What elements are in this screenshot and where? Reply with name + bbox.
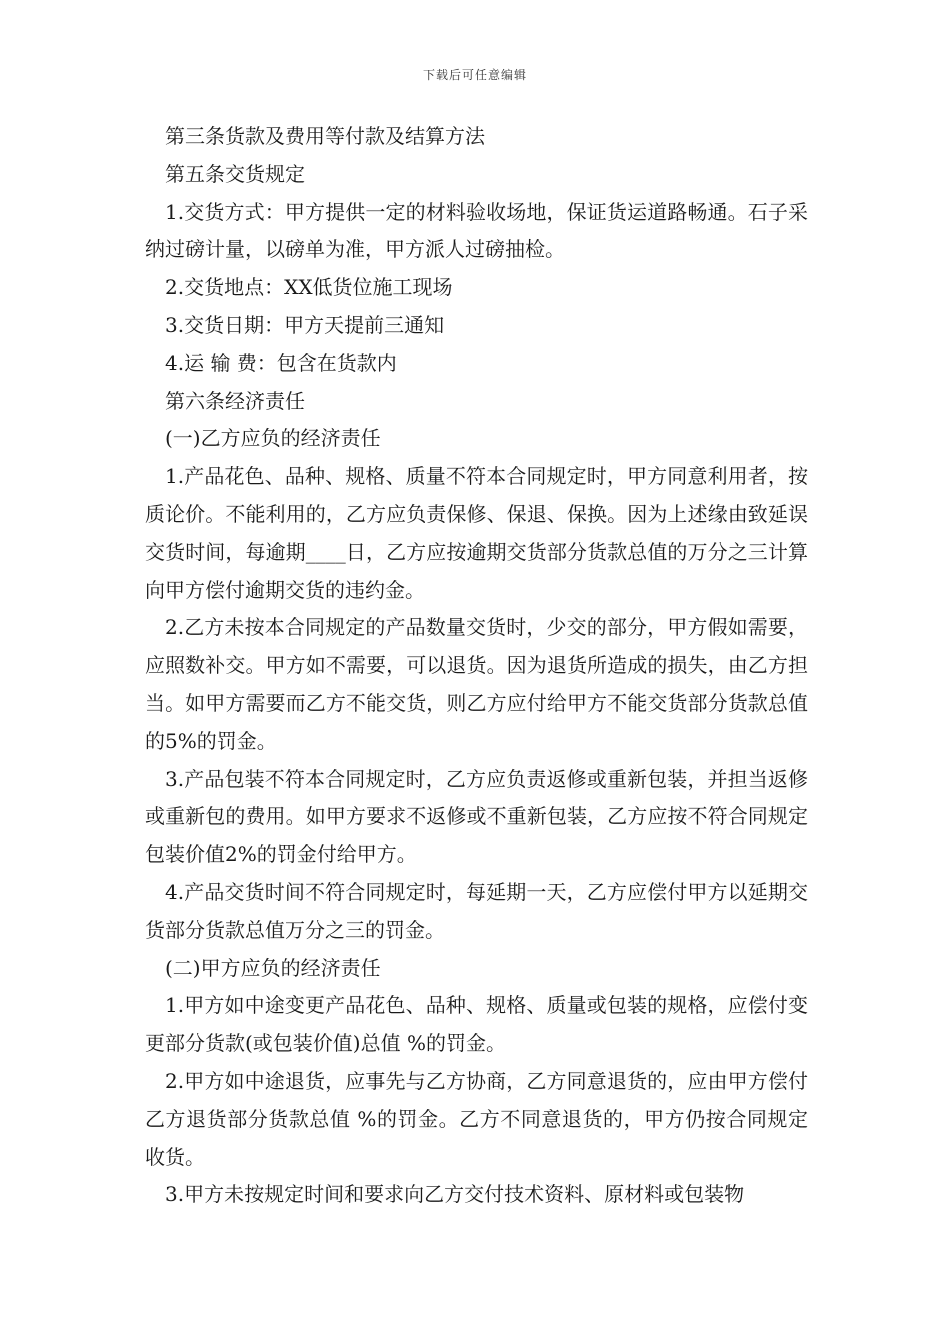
document-body [145,118,808,1214]
clause-delivery-date: 3.交货日期：甲方天提前三通知 [165,312,445,337]
clause-party-a-return: 2.甲方如中途退货，应事先与乙方协商，乙方同意退货的，应由甲方偿付乙方退货部分货款总值 %的罚金。乙方不同意退货的，甲方仍按合同规定收货。 [145,1068,808,1169]
clause-party-b-quantity: 2.乙方未按本合同规定的产品数量交货时，少交的部分，甲方假如需要，应照数补交。甲方如不需要，可以退货。因为退货所造成的损失，由乙方担当。如甲方需要而乙方不能交货，则乙方应付给甲方不能交货部分货款总值的5%的罚金。 [145,615,808,753]
page-header: 下载后可任意编辑 [422,68,527,82]
subsection-heading-party-a: (二)甲方应负的经济责任 [165,955,381,980]
clause-party-b-quality: 1.产品花色、品种、规格、质量不符本合同规定时，甲方同意利用者，按质论价。不能利用的，乙方应负责保修、保退、保换。因为上述缘由致延误交货时间，每逾期____日，乙方应按逾期交货部分货款总值的万分之三计算向甲方偿付逾期交货的违约金。 [145,464,808,602]
clause-party-b-packaging: 3.产品包装不符本合同规定时，乙方应负责返修或重新包装，并担当返修或重新包的费用。如甲方要求不返修或不重新包装，乙方应按不符合同规定包装价值2%的罚金付给甲方。 [145,766,808,867]
clause-delivery-location: 2.交货地点：XX低货位施工现场 [165,275,453,300]
clause-transport-fee: 4.运 输 费：包含在货款内 [165,350,397,375]
clause-delivery-method: 1.交货方式：甲方提供一定的材料验收场地，保证货运道路畅通。石子采纳过磅计量，以磅单为准，甲方派人过磅抽检。 [145,199,808,262]
section-heading-payment: 第三条货款及费用等付款及结算方法 [165,124,485,148]
section-heading-delivery: 第五条交货规定 [165,161,305,186]
clause-party-a-change: 1.甲方如中途变更产品花色、品种、规格、质量或包装的规格，应偿付变更部分货款(或包装价值)总值 %的罚金。 [145,993,808,1056]
clause-party-a-materials: 3.甲方未按规定时间和要求向乙方交付技术资料、原材料或包装物 [165,1182,745,1207]
section-heading-liability: 第六条经济责任 [165,388,305,413]
clause-party-b-delay: 4.产品交货时间不符合同规定时，每延期一天，乙方应偿付甲方以延期交货部分货款总值万分之三的罚金。 [145,879,808,942]
subsection-heading-party-b: (一)乙方应负的经济责任 [165,426,381,451]
